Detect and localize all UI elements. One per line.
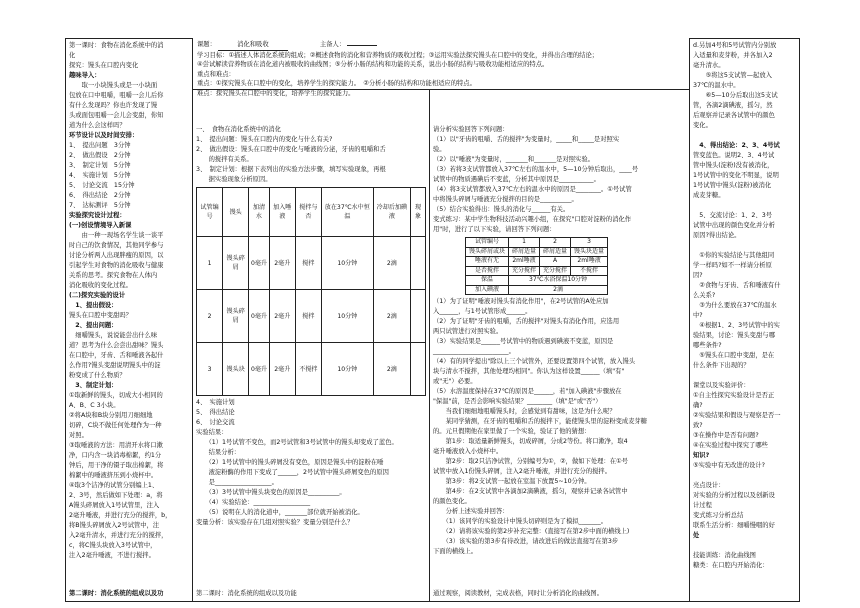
text-line: （5）说明在人的消化道中，_______部位就开始被消化。 bbox=[196, 509, 364, 516]
text-line: 分析上述实验并回答： bbox=[433, 508, 509, 515]
table-header-cell: 现象 bbox=[411, 188, 426, 237]
text-line: （1）为了证明"唾液对馒头有消化作用"，在2号试管的A处应加 bbox=[433, 298, 609, 305]
table-cell: 充分搅拌 bbox=[509, 266, 540, 276]
text-line: 糖类：在口腔内开始消化： bbox=[693, 562, 769, 569]
text-line: 的颜色变化。 bbox=[433, 498, 471, 505]
text-line: 某同学猜测，在牙齿的咀嚼和舌的搅拌下，能使馒头里的淀粉变成麦芽糖 bbox=[433, 418, 648, 425]
text-line: 4、得出结论：2、3、4号试 bbox=[693, 142, 780, 149]
table-cell: 馒头碎屑 bbox=[223, 237, 249, 290]
text-line: 在口腔中，牙齿、舌和唾液各起什 bbox=[69, 352, 164, 359]
learning-goals bbox=[197, 51, 685, 99]
text-line: (二)探究实验的设计 bbox=[69, 292, 126, 299]
text-line: ①取新鲜的馒头，切成大小相同的 bbox=[69, 392, 163, 399]
table-row bbox=[466, 276, 608, 286]
text-line: 馒头在口腔中变甜吗？ bbox=[69, 312, 132, 319]
text-line: 结果分析： bbox=[196, 449, 241, 456]
table-cell: 2毫升 bbox=[269, 290, 295, 343]
plan-step: 2、 做出假设 2分钟 bbox=[69, 152, 131, 159]
table-cell: 2滴 bbox=[509, 285, 608, 295]
text-line: 是__________________。 bbox=[196, 479, 278, 486]
table-header-cell: 加入唾液 bbox=[269, 188, 295, 237]
question-section-a bbox=[433, 125, 686, 235]
table-cell: 10分钟 bbox=[321, 237, 373, 290]
variant-table bbox=[465, 237, 608, 295]
text-line: ③为什么要放在37℃的温水 bbox=[693, 302, 777, 309]
experiment-table-header bbox=[197, 188, 426, 237]
text-line: ⑤将这5支试管—起放入 bbox=[693, 72, 772, 79]
text-line bbox=[693, 541, 796, 551]
text-line: ④根据1、2、3号试管中的实 bbox=[693, 322, 780, 329]
text-line: 技能训练：消化曲线图 bbox=[693, 552, 756, 559]
goal-line: ④尝试解读营养物质在消化道内被吸收的曲线图；⑤分析小肠的结构和功能的关系，说出小肠的结构与吸收功能相适应的特点。 bbox=[197, 61, 549, 68]
text-line bbox=[693, 241, 796, 251]
table-cell bbox=[411, 237, 426, 290]
table-cell: 不搅拌 bbox=[295, 343, 321, 396]
table-cell: 2滴 bbox=[373, 343, 411, 396]
middle-left-column bbox=[193, 38, 430, 602]
text-line: （5）结合实验得出：馒头的消化与______有关。 bbox=[433, 206, 570, 213]
text-line: 毫升唾液放入小烧杯中。 bbox=[433, 448, 503, 455]
table-cell: 碎屑适量 bbox=[540, 247, 571, 257]
table-row bbox=[197, 343, 426, 396]
text-line: 据实验现象分析原因。 bbox=[196, 176, 272, 183]
text-line: 试管中放入1份馒头碎屑，注入2毫升唾液，并进行充分的搅拌。 bbox=[433, 468, 612, 475]
text-line bbox=[693, 471, 796, 481]
text-line: 么作用?馒头变甜说明馒头中的淀 bbox=[69, 362, 161, 369]
text-line: ③取唾液的方法：用清开水将口漱 bbox=[69, 442, 163, 449]
table-cell: 馒头碎屑 bbox=[223, 290, 249, 343]
plan-step: 5、 讨论交流 15分钟 bbox=[69, 182, 135, 189]
text-line: （2）以"唾液"为变量时，_______和_______是对照实验。 bbox=[433, 156, 594, 163]
text-line: 因? bbox=[693, 272, 703, 279]
right-column bbox=[690, 38, 800, 602]
text-line: （3）该实验的第3步有待改进，请改进后的做法直接写在第3步 bbox=[433, 538, 619, 545]
table-cell: 馒头块适量 bbox=[571, 247, 608, 257]
table-cell: 是否搅拌 bbox=[466, 266, 509, 276]
table-row bbox=[197, 237, 426, 290]
text-line: （3）3号试管中馒头块变色的原因是__________。 bbox=[196, 489, 346, 496]
table-cell: 2 bbox=[197, 290, 223, 343]
text-line: ②实验结果和假设与观察是否一 bbox=[693, 412, 781, 419]
text-line: ②食物与牙齿、舌和唾液有什 bbox=[693, 282, 781, 289]
text-line: 一、 食物在消化系统中的消化 bbox=[196, 126, 282, 133]
table-cell: A bbox=[540, 257, 571, 267]
col1-footer: 第二课时：消化系统的组成以及功 bbox=[69, 590, 164, 597]
table-cell: 馒头碎屑或块 bbox=[466, 247, 509, 257]
text-line: 下面的横线上。 bbox=[433, 548, 478, 555]
table-cell bbox=[411, 343, 426, 396]
plan-step: 4、 实施计划 5分钟 bbox=[69, 172, 131, 179]
table-header-cell: 搅拌与否 bbox=[295, 188, 321, 237]
text-line: 变量分析：该实验存在几组对照实验？变量分别是什么？ bbox=[196, 519, 354, 526]
table-cell: 唾液有无 bbox=[466, 257, 509, 267]
text-line: 道？思考为什么会尝出甜味？馒头 bbox=[69, 342, 164, 349]
table-cell: 3 bbox=[197, 343, 223, 396]
text-line: 第2步：取2只洁净试管，分别编号为①，②，做如下处理：在①号 bbox=[433, 458, 628, 465]
text-line: 对照。 bbox=[69, 432, 88, 439]
text-line: 后观察并记录各试管中的颜色 bbox=[693, 112, 775, 119]
text-line: 请分析实验回答下列问题： bbox=[433, 126, 509, 133]
intro-section bbox=[69, 41, 189, 131]
text-line: 入2毫升清水，并进行充分的搅拌， bbox=[69, 532, 168, 539]
text-line: 实验结果： bbox=[196, 429, 228, 436]
table-header-cell: 加清水 bbox=[249, 188, 269, 237]
experiment-results bbox=[196, 398, 426, 528]
text-line: ③在操作中是否有问题? bbox=[693, 432, 759, 439]
text-line: 5、 得出结论 bbox=[196, 409, 235, 416]
table-row bbox=[466, 257, 608, 267]
table-row bbox=[197, 290, 426, 343]
text-line: 致? bbox=[693, 422, 703, 429]
text-line: 取一小块馒头或是一小块面 bbox=[69, 82, 158, 89]
text-line: "保温"前，是否会影响实验结果？________（填"是"或"否"） bbox=[433, 398, 602, 405]
text-line: ①自主性探究实验设计是否正 bbox=[693, 392, 775, 399]
text-line: 对实验的分析过程以及创新设 bbox=[693, 492, 775, 499]
table-header-cell: 冷却后加碘液 bbox=[373, 188, 411, 237]
table-cell: 2滴 bbox=[373, 290, 411, 343]
text-line: 6、 讨论交流 bbox=[196, 419, 235, 426]
table-cell: 0毫升 bbox=[249, 237, 269, 290]
text-line: （1）1号试管不变色，而2号试管和3号试管中的馒头却变成了蓝色。 bbox=[196, 439, 398, 446]
table-row bbox=[466, 238, 608, 248]
text-line: 中将馒头碎屑与唾液充分搅拌的目的是__________。 bbox=[433, 196, 578, 203]
text-line: c，将C馒头块放入3号试管中， bbox=[69, 542, 157, 549]
goal-line: 重点：①探究馒头在口腔中的变化，培养学生的探究能力。 ②分析小肠的结构和功能相适应的特点。 bbox=[197, 80, 476, 87]
text-line: 处 bbox=[693, 532, 700, 539]
table-cell: 搅拌 bbox=[295, 290, 321, 343]
text-line: 试管中的物质遇碘后不变蓝，分析其中原因是___________。 bbox=[433, 176, 600, 183]
text-line bbox=[693, 371, 796, 381]
header-title-line bbox=[197, 40, 685, 51]
text-line: 的搅拌有关系。 bbox=[196, 156, 253, 163]
text-line: 2毫升唾液，并进行充分的搅拌，b， bbox=[69, 512, 172, 519]
text-line: 什么条件下出现的？ bbox=[693, 362, 750, 369]
table-cell: 2ml唾液 bbox=[509, 257, 540, 267]
text-line: 2、3号，然后做如下处理：a，将 bbox=[69, 492, 163, 499]
text-line: 1号试管中的变化不明显，说明 bbox=[693, 172, 779, 179]
digestion-intro bbox=[196, 125, 426, 185]
text-line: 管，各滴2滴碘液，摇匀，然 bbox=[693, 102, 773, 109]
plan-step: 1、 提出问题 3分钟 bbox=[69, 142, 131, 149]
goal-line: 难点：探究馒头在口腔中的变化，培养学生的探究能力。 bbox=[197, 89, 355, 97]
table-row bbox=[466, 266, 608, 276]
table-header-cell: 试管编号 bbox=[197, 188, 223, 237]
text-line: 5、交流讨论：1、2、3号 bbox=[693, 212, 772, 219]
table-cell: 10分钟 bbox=[321, 290, 373, 343]
text-line: 化 bbox=[69, 52, 76, 59]
text-line: d.另加4号和5号试管内分别放 bbox=[693, 42, 777, 49]
plan-step: 3、 制定计划 5分钟 bbox=[69, 162, 131, 169]
table-header-cell: 放在37℃水中恒温 bbox=[321, 188, 373, 237]
text-line: 液淀粉酶的作用下变成了______，2号试管中馒头碎屑变色的原因 bbox=[196, 469, 389, 476]
text-line: 管中馒头(淀粉)没有被消化， bbox=[693, 162, 774, 169]
text-line: 包放在口中咀嚼，咀嚼一会儿后你 bbox=[69, 92, 164, 99]
text-line: （4）将3支试管都放入37℃左右的温水中的原因是________。①号试管 bbox=[433, 186, 632, 193]
text-line: 切碎，C块不做任何处理作为一种 bbox=[69, 422, 162, 429]
time-plan-list bbox=[69, 141, 189, 211]
col2-footer: 第二课时：消化系统的组成以及功能 bbox=[196, 590, 297, 597]
table-row bbox=[466, 247, 608, 257]
text-line: 亮点设计： bbox=[693, 482, 725, 489]
text-line: ④在实验过程中探究了哪些 bbox=[693, 442, 768, 449]
author-label: 主备人： bbox=[319, 41, 346, 48]
table-cell: 2滴 bbox=[373, 237, 411, 290]
table-cell: 不搅拌 bbox=[571, 266, 608, 276]
text-line: 入______，与1号试管形成______。 bbox=[433, 308, 532, 315]
table-cell: 试管编号 bbox=[466, 238, 509, 248]
text-line: 学一样吗?如不一样请分析原 bbox=[693, 262, 772, 269]
text-line: 验结果，讨论：馒头变甜与哪 bbox=[693, 332, 775, 339]
text-line: 道为什么会这样吗？ bbox=[69, 122, 126, 129]
text-line: 净，口内含一块消毒棉絮，约1分 bbox=[69, 452, 162, 459]
table-cell: 搅拌 bbox=[295, 237, 321, 290]
text-line: 确? bbox=[693, 402, 703, 409]
text-line: 块与清水不搅拌，其他处理均相同"。你认为这样设置______（填"有" bbox=[433, 368, 625, 375]
text-line: 2、提出问题： bbox=[69, 322, 118, 329]
text-line: 趣味导入： bbox=[69, 72, 101, 79]
table-cell: 10分钟 bbox=[321, 343, 373, 396]
text-line: 细嚼馒头，说说能尝出什么味 bbox=[69, 332, 158, 339]
text-line: 管变蓝色。说明2、3、4号试 bbox=[693, 152, 775, 159]
text-line bbox=[693, 131, 796, 141]
text-line: 两只试管进行对照实验。 bbox=[433, 328, 503, 335]
text-line: 计过程 bbox=[693, 502, 712, 509]
text-line: ②将A块和B块分别用刀细细地 bbox=[69, 412, 153, 419]
text-line: 3、 制定计划：根据下表列出的实验方法步骤，填写实验现象，再根 bbox=[196, 166, 386, 173]
text-line: 变式练习分析总结 bbox=[693, 512, 744, 519]
table-cell: 加入碘液 bbox=[466, 285, 509, 295]
text-line: （5）水溶温度保持在37℃的原因是______，若"加入碘液"步骤放在 bbox=[433, 388, 622, 395]
text-line: 当我们细细地咀嚼馒头时，会感觉到有甜味，这是为什么呢？ bbox=[433, 408, 616, 415]
text-line: 1号试管中馒头(淀粉)被消化 bbox=[693, 182, 772, 189]
experiment-table bbox=[196, 187, 426, 396]
text-line: （2）1号试管中的馒头碎屑没有变色，原因是馒头中的淀粉在唾 bbox=[196, 459, 384, 466]
text-line: 知识? bbox=[693, 452, 710, 459]
text-line: 4、 实施计划 bbox=[196, 399, 235, 406]
table-cell: 0毫升 bbox=[249, 343, 269, 396]
table-cell: 2 bbox=[540, 238, 571, 248]
text-line: 2、 做出假设：馒头在口腔中的变化与唾液的分泌，牙齿的咀嚼和舌 bbox=[196, 146, 386, 153]
table-cell: 2毫升 bbox=[269, 237, 295, 290]
text-line: 课堂以及实验评价： bbox=[693, 382, 750, 389]
plan-step: 7、 达标测评 5分钟 bbox=[69, 202, 131, 209]
table-cell: 保温 bbox=[466, 276, 509, 286]
text-line: ________________________。 bbox=[433, 348, 515, 355]
text-line: 第一课时：食物在消化系统中的消 bbox=[69, 42, 164, 49]
text-line: 第3步：将2支试管一起放在室温下放置5~10分钟。 bbox=[433, 478, 591, 485]
topic-value: 消化和吸收 bbox=[218, 40, 288, 51]
text-line: 变化。 bbox=[693, 122, 712, 129]
left-column bbox=[65, 38, 193, 602]
text-line: 么关系? bbox=[693, 292, 716, 299]
text-line: 哪些条件? bbox=[693, 342, 722, 349]
text-line: 联系生活分析：细嚼慢咽的好 bbox=[693, 522, 775, 529]
text-line: 将B馒头碎屑放入2号试管中，注 bbox=[69, 522, 160, 529]
table-header-cell: 馒头 bbox=[223, 188, 249, 237]
middle-right-column bbox=[430, 38, 690, 602]
table-cell: 2毫升 bbox=[269, 343, 295, 396]
text-line: 用"时，进行了以下实验，请回答下列问题： bbox=[433, 226, 556, 233]
text-line: 有什么发现吗？你也许发现了馒 bbox=[69, 102, 158, 109]
text-line: 的。元旦假期他在家里做了一个实验，验证了他的猜想： bbox=[433, 428, 591, 435]
text-line: （4）实验结论：__________________ bbox=[196, 499, 311, 506]
text-line: 注入2毫升唾液，不进行搅拌。 bbox=[69, 552, 155, 559]
text-line: 试管中出现的颜色变化并分析 bbox=[693, 222, 775, 229]
text-line: ④取3个洁净的试管分别编上1、 bbox=[69, 482, 159, 489]
conclusion-section bbox=[693, 41, 796, 571]
text-line: （2）为了证明"牙齿的咀嚼，舌的搅拌"对馒头有消化作用，应选用 bbox=[433, 318, 620, 325]
text-line: 粉变成了什么物质？ bbox=[69, 372, 126, 379]
goal-line: 重点和难点： bbox=[197, 70, 235, 78]
text-line: 变式练习：某中学生物科技活动兴趣小组，在探究"口腔对淀粉的消化作 bbox=[433, 216, 632, 223]
text-line: 第4步：在2支试管中各滴加2滴碘液，摇匀，观察并记录各试管中 bbox=[433, 488, 628, 495]
question-section-b bbox=[433, 297, 686, 557]
text-line: 成麦芽糖。 bbox=[693, 192, 725, 199]
text-line: 由一种一现场名学生谈一谈平 bbox=[69, 232, 164, 239]
table-cell: 1 bbox=[509, 238, 540, 248]
table-cell: 37℃水浴保温10分钟 bbox=[509, 276, 608, 286]
table-cell: 馒头块 bbox=[223, 343, 249, 396]
text-line: ⑤实验中有无改进的设计? bbox=[693, 462, 765, 469]
text-line: A、B、C 3小块。 bbox=[69, 402, 120, 409]
text-line: 消化吸收的变化过程。 bbox=[69, 282, 132, 289]
text-line: ⑤馒头在口腔中变甜，是在 bbox=[693, 352, 775, 359]
text-line: 验。 bbox=[433, 146, 446, 153]
text-line: 引起学生对食物的消化吸收与健康 bbox=[69, 262, 164, 269]
goal-line: 学习目标：①描述人体消化系统的组成；②概述食物的消化和营养物质的吸收过程；③运用实验法探究馒头在口腔中的变化，并得出合理的结论； bbox=[197, 51, 599, 59]
text-line: （1）以"牙齿的咀嚼、舌的搅拌"为变量时，_____和_____是对照实 bbox=[433, 136, 620, 143]
table-cell: 碎屑适量 bbox=[509, 247, 540, 257]
table-row bbox=[466, 285, 608, 295]
text-line: 关系的思考。探究食物在人体内 bbox=[69, 272, 158, 279]
experiment-design-section bbox=[69, 211, 189, 561]
text-line: 头或面包咀嚼一会儿会变甜，你知 bbox=[69, 112, 164, 119]
table-cell: 2ml唾液 bbox=[571, 257, 608, 267]
text-line: 1、提出假设： bbox=[69, 302, 118, 309]
plan-title: 环节设计以及时间安排： bbox=[69, 132, 139, 139]
text-line: 原因?得出结论。 bbox=[693, 232, 741, 239]
text-line: A馒头碎屑放入1号试管里，注入 bbox=[69, 502, 160, 509]
table-cell bbox=[411, 290, 426, 343]
plan-step: 6、 得出结论 2分钟 bbox=[69, 192, 131, 199]
text-line: 1、 提出问题：馒头在口腔内的变化与什么有关? bbox=[196, 136, 333, 143]
text-line: （1）该同学的实验设计中馒头切碎则是为了模拟_______。 bbox=[433, 518, 608, 525]
table-cell: 充分搅拌 bbox=[540, 266, 571, 276]
text-line: （3）实验结果是______号试管中的物质遇到碘液不变蓝，原因是 bbox=[433, 338, 614, 345]
lesson-header bbox=[193, 38, 690, 97]
text-line: （2）请将该实验的第2步补充完整：(直接写在第2步中面的横线上) bbox=[433, 528, 630, 535]
text-line: 棉絮中的唾液挤压到小烧杯中。 bbox=[69, 472, 158, 479]
text-line: 入适量和麦芽粉，并各加入2 bbox=[693, 52, 773, 59]
text-line bbox=[693, 201, 796, 211]
text-line: 3、制定计划： bbox=[69, 382, 118, 389]
text-line: （4）有的同学提出"除以上三个试管外，还要设置第四个试管，放入馒头 bbox=[433, 358, 636, 365]
text-line: 第1步：取适量新鲜馒头，切成碎屑，分成2等份。将口漱净，取4 bbox=[433, 438, 628, 445]
text-line: (一)创设情境导入新课 bbox=[69, 222, 132, 229]
text-line: 或"无"）必要。 bbox=[433, 378, 477, 385]
text-line: （3）若将3支试管都放入37℃左右的温水中，5—10分钟后取出，____号 bbox=[433, 166, 639, 173]
text-line: 钟后，用干净的镊子取出棉絮，将 bbox=[69, 462, 164, 469]
text-line: 毫升清水。 bbox=[693, 62, 725, 69]
text-line: 时自己的饮食情况，其他同学参与 bbox=[69, 242, 164, 249]
table-cell: 1 bbox=[197, 237, 223, 290]
col3-footer: 通过观察，阅读教材，完成表格，同时让分析消化的曲线图。 bbox=[433, 590, 604, 597]
topic-label: 课题： bbox=[197, 41, 216, 48]
text-line: ①你的实验结论与其他组同 bbox=[693, 252, 775, 259]
table-cell: 3 bbox=[571, 238, 608, 248]
text-line: ⑥5—10分后取出这5支试 bbox=[693, 92, 778, 99]
text-line: 实验探究设计过程： bbox=[69, 212, 126, 219]
text-line: 中? bbox=[693, 312, 703, 319]
text-line: 讨论分析两人出现胖瘦的原因，以 bbox=[69, 252, 164, 259]
text-line: 37℃的温水中。 bbox=[693, 82, 740, 89]
table-cell: 0毫升 bbox=[249, 290, 269, 343]
text-line: 探究：馒头在口腔内变化 bbox=[69, 62, 139, 69]
author-blank bbox=[347, 45, 377, 46]
